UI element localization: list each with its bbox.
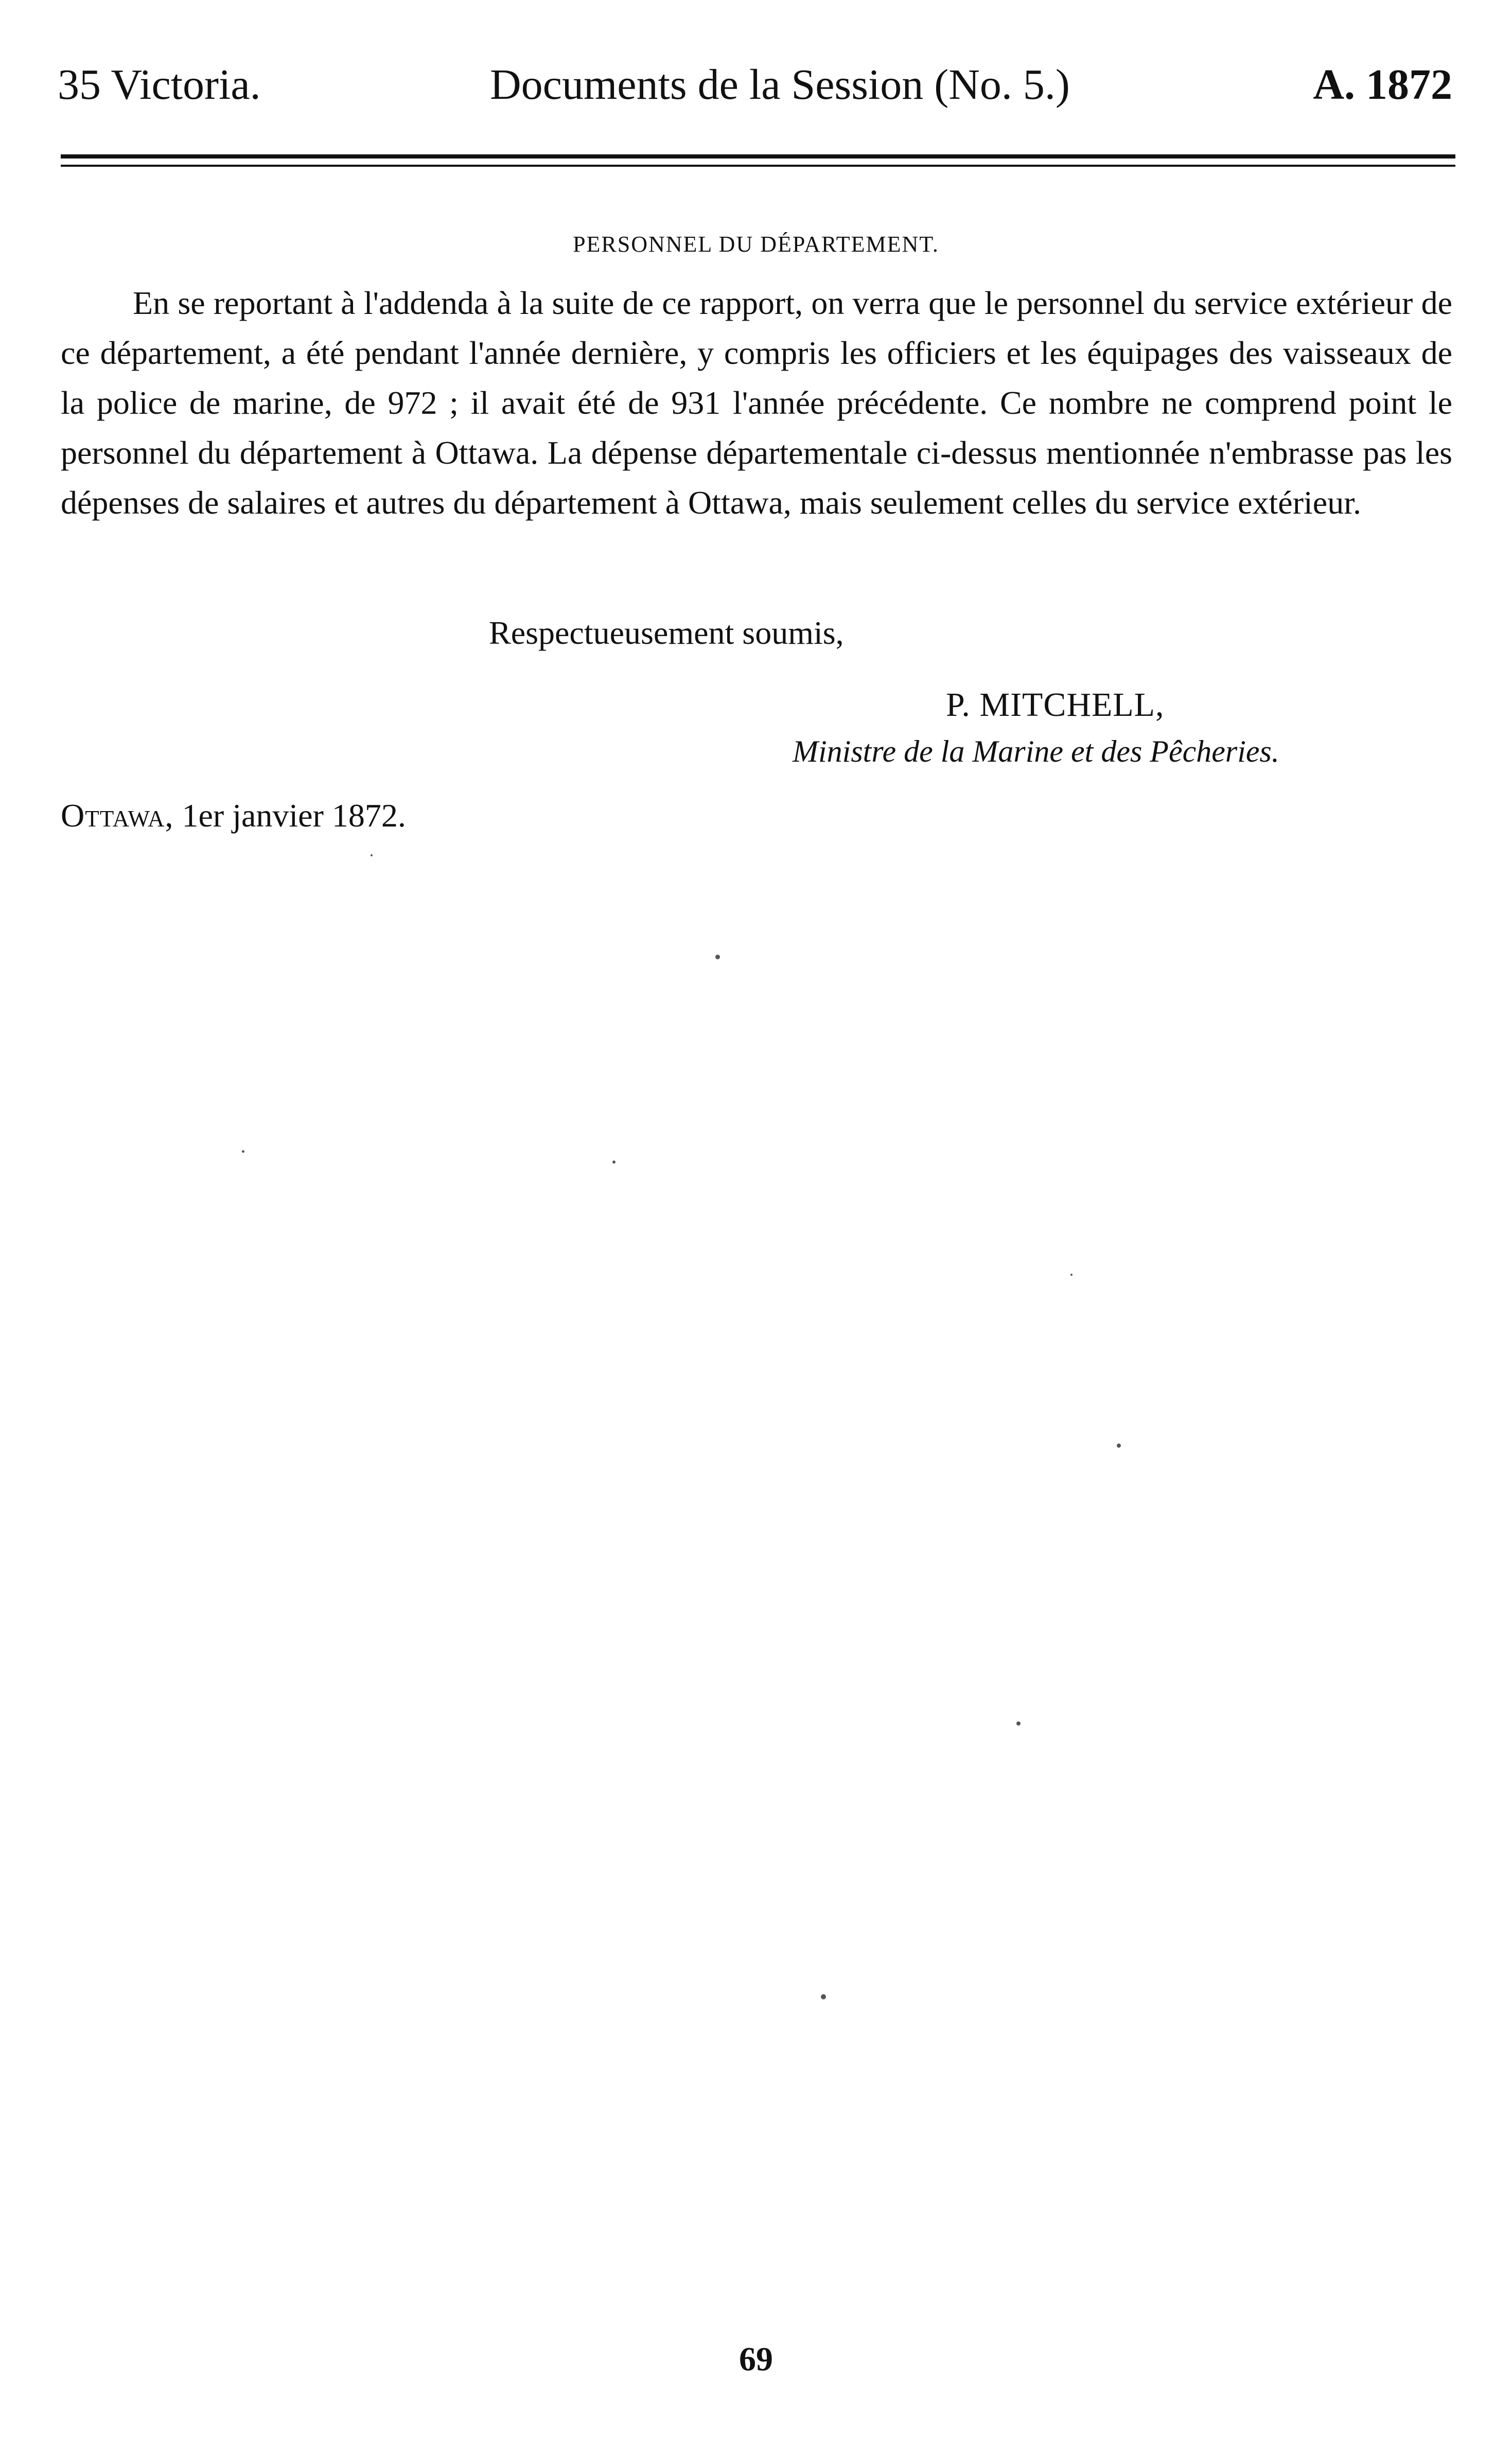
- scan-speck: [371, 854, 373, 856]
- scan-speck: [1070, 1274, 1073, 1276]
- header-year: A. 1872: [1313, 61, 1452, 109]
- signatory-title: Ministre de la Marine et des Pêcheries.: [793, 734, 1279, 768]
- header-rule-thick: [61, 154, 1455, 159]
- signatory-name: P. MITCHELL,: [946, 686, 1165, 724]
- scan-speck: [612, 1161, 616, 1164]
- scan-speck: [715, 955, 720, 959]
- header-rule-thin: [61, 165, 1455, 167]
- page-number: 69: [739, 2341, 773, 2378]
- place: Ottawa,: [61, 797, 174, 834]
- section-title: PERSONNEL DU DÉPARTEMENT.: [573, 232, 939, 257]
- scan-speck: [1117, 1444, 1121, 1448]
- header-title: Documents de la Session (No. 5.): [490, 61, 1070, 109]
- body-paragraph: En se reportant à l'addenda à la suite de ce rapport, on verra que le personnel du service extérieur de ce département, a été pendant l'année dernière, y compris les officiers et les équipages des vaisseaux de la police de marine, de 972 ; il avait été de 931 l'année précédente. Ce nombre ne comprend point le personnel du département à Ottawa. La dépense départementale ci-dessus mentionnée n'embrasse pas les dépenses de salaires et autres du département à Ottawa, mais seulement celles du service extérieur.: [61, 285, 1452, 521]
- closing-line: Respectueusement soumis,: [489, 614, 844, 651]
- header-volume: 35 Victoria.: [58, 61, 261, 109]
- running-header: [58, 57, 1452, 113]
- date: 1er janvier 1872.: [182, 797, 406, 834]
- place-and-date: [61, 793, 406, 839]
- scan-speck: [821, 1994, 826, 1999]
- scan-speck: [242, 1150, 244, 1153]
- scan-speck: [1016, 1721, 1021, 1726]
